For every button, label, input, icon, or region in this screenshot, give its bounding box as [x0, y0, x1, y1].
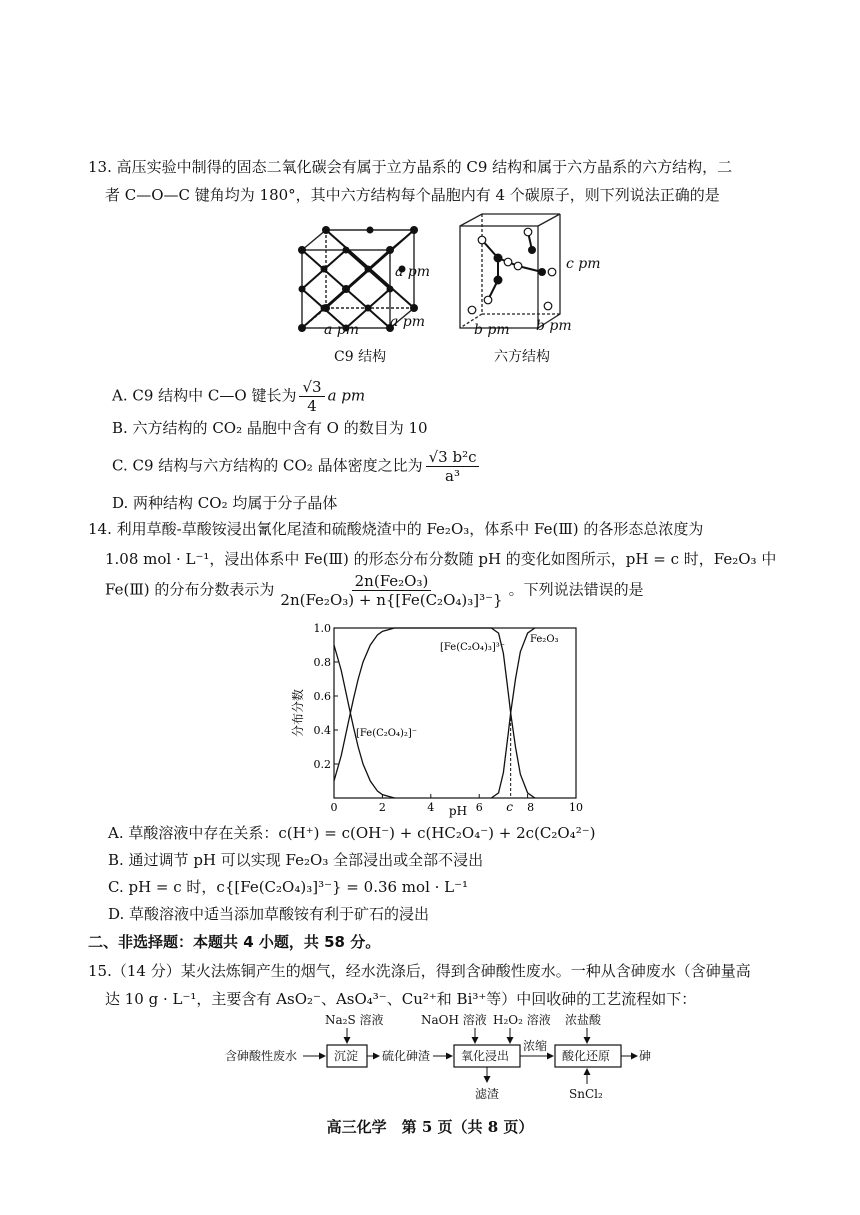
x-tick-label: 4	[427, 801, 435, 814]
flow-reagent-na2s: Na₂S 溶液	[325, 1013, 384, 1027]
x-tick-label: 2	[378, 801, 386, 814]
flow-box-oxidation-leaching-label: 氧化浸出	[461, 1049, 510, 1063]
x-tick-label: 10	[569, 801, 583, 814]
series-line-fe-c2o4-2	[334, 645, 395, 798]
chart-y-axis-label: 分布分数	[291, 688, 305, 738]
q13-option-a-suffix: a pm	[327, 386, 366, 405]
q14-stem-line3-suffix: 。下列说法错误的是	[508, 580, 644, 599]
flow-concentrate-label: 浓缩	[523, 1039, 548, 1053]
flow-reagent-h2o2: H₂O₂ 溶液	[493, 1013, 551, 1027]
hex-label-c: c pm	[566, 256, 601, 272]
flow-box-precipitation-label: 沉淀	[334, 1049, 359, 1063]
c9-label-a-bottom: a pm	[324, 322, 360, 338]
flow-arsenic-sulfide-label: 硫化砷渣	[382, 1049, 431, 1063]
y-tick-label: 0.8	[313, 656, 331, 669]
q14-option-d: D. 草酸溶液中适当添加草酸铵有利于矿石的浸出	[108, 905, 430, 923]
x-tick-label: 8	[527, 801, 535, 814]
flow-end-arsenic: 砷	[639, 1049, 652, 1063]
hex-label-b2: b pm	[536, 318, 572, 334]
x-tick-label: 0	[330, 801, 338, 814]
c9-caption: C9 结构	[334, 349, 387, 365]
q13-option-d: D. 两种结构 CO₂ 均属于分子晶体	[112, 494, 338, 512]
x-tick-label: 6	[475, 801, 483, 814]
page-footer: 高三化学 第 5 页（共 8 页）	[326, 1118, 534, 1136]
q15-stem-line1: 15.（14 分）某火法炼铜产生的烟气，经水洗涤后，得到含砷酸性废水。一种从含砷废水（含砷量高	[88, 962, 751, 980]
distribution-chart	[290, 618, 600, 818]
flow-start-label: 含砷酸性废水	[225, 1049, 298, 1063]
c9-label-a-right: a pm	[395, 264, 431, 280]
flow-reagent-hcl: 浓盐酸	[565, 1013, 602, 1027]
q13-option-a-prefix: A. C9 结构中 C—O 键长为	[112, 386, 297, 405]
q14-fraction-num: 2n(Fe₂O₃)	[352, 572, 432, 591]
flow-reagent-sncl2: SnCl₂	[569, 1087, 603, 1101]
c9-label-a-side: a pm	[390, 314, 426, 330]
q13-option-c-fraction	[426, 448, 480, 485]
flow-reagent-naoh: NaOH 溶液	[421, 1013, 487, 1027]
q13-stem-line1: 13. 高压实验中制得的固态二氧化碳会有属于立方晶系的 C9 结构和属于六方晶系的六方结构，二	[88, 158, 733, 176]
section-2-heading: 二、非选择题：本题共 4 小题，共 58 分。	[88, 933, 381, 951]
chart-plot-area	[334, 628, 576, 798]
series-label-fe2o3: Fe₂O₃	[530, 634, 559, 645]
q13-option-a-num: √3	[299, 378, 324, 397]
series-label-fe-c2o4-3: [Fe(C₂O₄)₃]³⁻	[440, 642, 506, 653]
q13-option-c	[112, 448, 482, 485]
flow-box-acidification-reduction-label: 酸化还原	[562, 1049, 611, 1063]
q14-option-c: C. pH = c 时，c{[Fe(C₂O₄)₃]³⁻} = 0.36 mol · L⁻¹	[108, 878, 469, 896]
series-label-fe-c2o4-2: [Fe(C₂O₄)₂]⁻	[356, 728, 418, 739]
q13-option-c-num: √3 b²c	[426, 448, 480, 467]
q15-stem-line2: 达 10 g · L⁻¹，主要含有 AsO₂⁻、AsO₄³⁻、Cu²⁺和 Bi³⁺等）中回收砷的工艺流程如下：	[105, 990, 697, 1008]
y-tick-label: 0.6	[313, 690, 331, 703]
q14-option-a: A. 草酸溶液中存在关系：c(H⁺) = c(OH⁻) + c(HC₂O₄⁻) + 2c(C₂O₄²⁻)	[108, 824, 596, 842]
q14-stem-line2: 1.08 mol · L⁻¹，浸出体系中 Fe(Ⅲ) 的形态分布分数随 pH 的变化如图所示，pH = c 时，Fe₂O₃ 中	[105, 550, 777, 568]
q13-option-b: B. 六方结构的 CO₂ 晶胞中含有 O 的数目为 10	[112, 419, 428, 437]
q14-stem-line3	[105, 572, 644, 609]
q13-option-a-den: 4	[307, 397, 317, 415]
hexagonal-structure-figure	[452, 210, 572, 335]
y-tick-label: 0.2	[313, 758, 331, 771]
series-line-fe-c2o4-3	[334, 628, 535, 798]
chart-x-axis-label: pH	[448, 804, 468, 818]
q13-option-a-fraction	[299, 378, 324, 415]
q14-distribution-fraction	[277, 572, 505, 609]
hex-caption: 六方结构	[494, 349, 550, 365]
q13-option-c-prefix: C. C9 结构与六方结构的 CO₂ 晶体密度之比为	[112, 456, 423, 475]
series-line-fe2o3	[491, 628, 535, 798]
process-flowchart	[225, 1012, 665, 1104]
hex-label-b1: b pm	[474, 322, 510, 338]
q14-stem-line3-prefix: Fe(Ⅲ) 的分布分数表示为	[105, 580, 275, 599]
q14-option-b: B. 通过调节 pH 可以实现 Fe₂O₃ 全部浸出或全部不浸出	[108, 851, 484, 869]
c-marker-label: c	[506, 800, 514, 814]
q14-fraction-den: 2n(Fe₂O₃) + n{[Fe(C₂O₄)₃]³⁻}	[280, 591, 503, 609]
q13-option-a	[112, 378, 365, 415]
q13-option-c-den: a³	[445, 467, 461, 485]
q14-stem-line1: 14. 利用草酸-草酸铵浸出氰化尾渣和硫酸烧渣中的 Fe₂O₃，体系中 Fe(Ⅲ) 的各形态总浓度为	[88, 520, 704, 538]
y-tick-label: 0.4	[313, 724, 331, 737]
q13-stem-line2: 者 C—O—C 键角均为 180°，其中六方结构每个晶胞内有 4 个碳原子，则下列说法正确的是	[105, 186, 720, 204]
flow-filter-residue: 滤渣	[475, 1087, 500, 1101]
y-tick-label: 1.0	[313, 622, 331, 635]
